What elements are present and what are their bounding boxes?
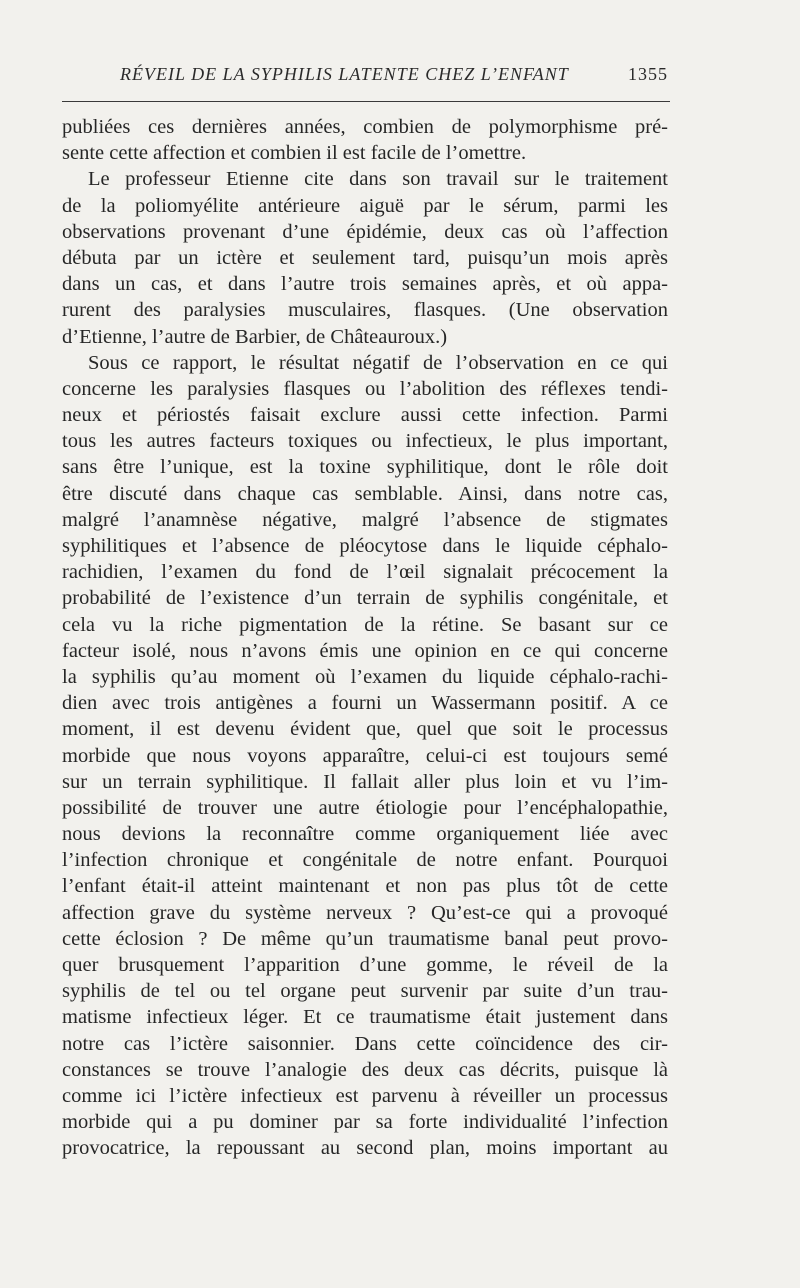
text-line: rurent des paralysies musculaires, flasques. (Une observation <box>62 299 668 322</box>
header-rule <box>62 101 670 102</box>
text-line: morbide que nous voyons apparaître, celui-ci est toujours semé <box>62 744 668 767</box>
text-line: provocatrice, la repoussant au second plan, moins important au <box>62 1137 668 1160</box>
text-line: morbide qui a pu dominer par sa forte individualité l’infection <box>62 1111 668 1134</box>
text-line: quer brusquement l’apparition d’une gomme, le réveil de la <box>62 954 668 976</box>
text-line: probabilité de l’existence d’un terrain de syphilis congénitale, et <box>62 587 668 610</box>
text-line: Le professeur Etienne cite dans son travail sur le traitement <box>88 168 668 191</box>
text-line: cela vu la riche pigmentation de la rétine. Se basant sur ce <box>62 613 668 636</box>
text-line: sans être l’unique, est la toxine syphilitique, dont le rôle doit <box>62 456 668 479</box>
text-line: constances se trouve l’analogie des deux cas décrits, puisque là <box>62 1058 668 1081</box>
text-line: concerne les paralysies flasques ou l’abolition des réflexes tendi- <box>62 377 668 400</box>
text-line: tous les autres facteurs toxiques ou infectieux, le plus important, <box>62 430 668 453</box>
text-line: d’Etienne, l’autre de Barbier, de Châteauroux.) <box>62 325 448 348</box>
text-line: affection grave du système nerveux ? Qu’est-ce qui a provoqué <box>62 901 668 924</box>
text-line: l’enfant était-il atteint maintenant et non pas plus tôt de cette <box>62 875 668 898</box>
text-line: rachidien, l’examen du fond de l’œil signalait précocement la <box>62 561 668 584</box>
text-line: nous devions la reconnaître comme organiquement liée avec <box>62 823 668 846</box>
running-head <box>62 62 670 92</box>
text-line: matisme infectieux léger. Et ce traumatisme était justement dans <box>62 1006 668 1029</box>
text-line: la syphilis qu’au moment où l’examen du liquide céphalo-rachi- <box>62 665 668 688</box>
text-line: être discuté dans chaque cas semblable. Ainsi, dans notre cas, <box>62 482 668 505</box>
text-line: débuta par un ictère et seulement tard, puisqu’un mois après <box>62 246 668 269</box>
text-line: syphilitiques et l’absence de pléocytose dans le liquide céphalo- <box>62 535 668 557</box>
text-line: dans un cas, et dans l’autre trois semaines après, et où appa- <box>62 273 668 296</box>
text-line: neux et périostés faisait exclure aussi cette infection. Parmi <box>62 404 668 427</box>
text-line: comme ici l’ictère infectieux est parvenu à réveiller un processus <box>62 1084 668 1107</box>
running-title: RÉVEIL DE LA SYPHILIS LATENTE CHEZ L’ENFANT <box>120 64 569 84</box>
text-line: dien avec trois antigènes a fourni un Wassermann positif. A ce <box>62 692 668 715</box>
text-line: de la poliomyélite antérieure aiguë par le sérum, parmi les <box>62 194 668 217</box>
text-line: Sous ce rapport, le résultat négatif de l’observation en ce qui <box>88 351 668 374</box>
page-number: 1355 <box>628 64 668 84</box>
text-line: possibilité de trouver une autre étiologie pour l’encéphalopathie, <box>62 796 668 819</box>
text-line: publiées ces dernières années, combien de polymorphisme pré- <box>62 116 668 138</box>
text-line: sur un terrain syphilitique. Il fallait aller plus loin et vu l’im- <box>62 770 668 793</box>
text-line: syphilis de tel ou tel organe peut survenir par suite d’un trau- <box>62 980 668 1003</box>
text-line: sente cette affection et combien il est facile de l’omettre. <box>62 142 527 165</box>
text-line: facteur isolé, nous n’avons émis une opinion en ce qui concerne <box>62 639 668 662</box>
text-line: l’infection chronique et congénitale de notre enfant. Pourquoi <box>62 849 668 872</box>
text-line: observations provenant d’une épidémie, deux cas où l’affection <box>62 220 668 243</box>
text-line: cette éclosion ? De même qu’un traumatisme banal peut provo- <box>62 927 668 950</box>
text-line: moment, il est devenu évident que, quel que soit le processus <box>62 718 668 741</box>
text-line: notre cas l’ictère saisonnier. Dans cette coïncidence des cir- <box>62 1032 668 1055</box>
body-text <box>62 114 668 1162</box>
text-line: malgré l’anamnèse négative, malgré l’absence de stigmates <box>62 508 668 531</box>
